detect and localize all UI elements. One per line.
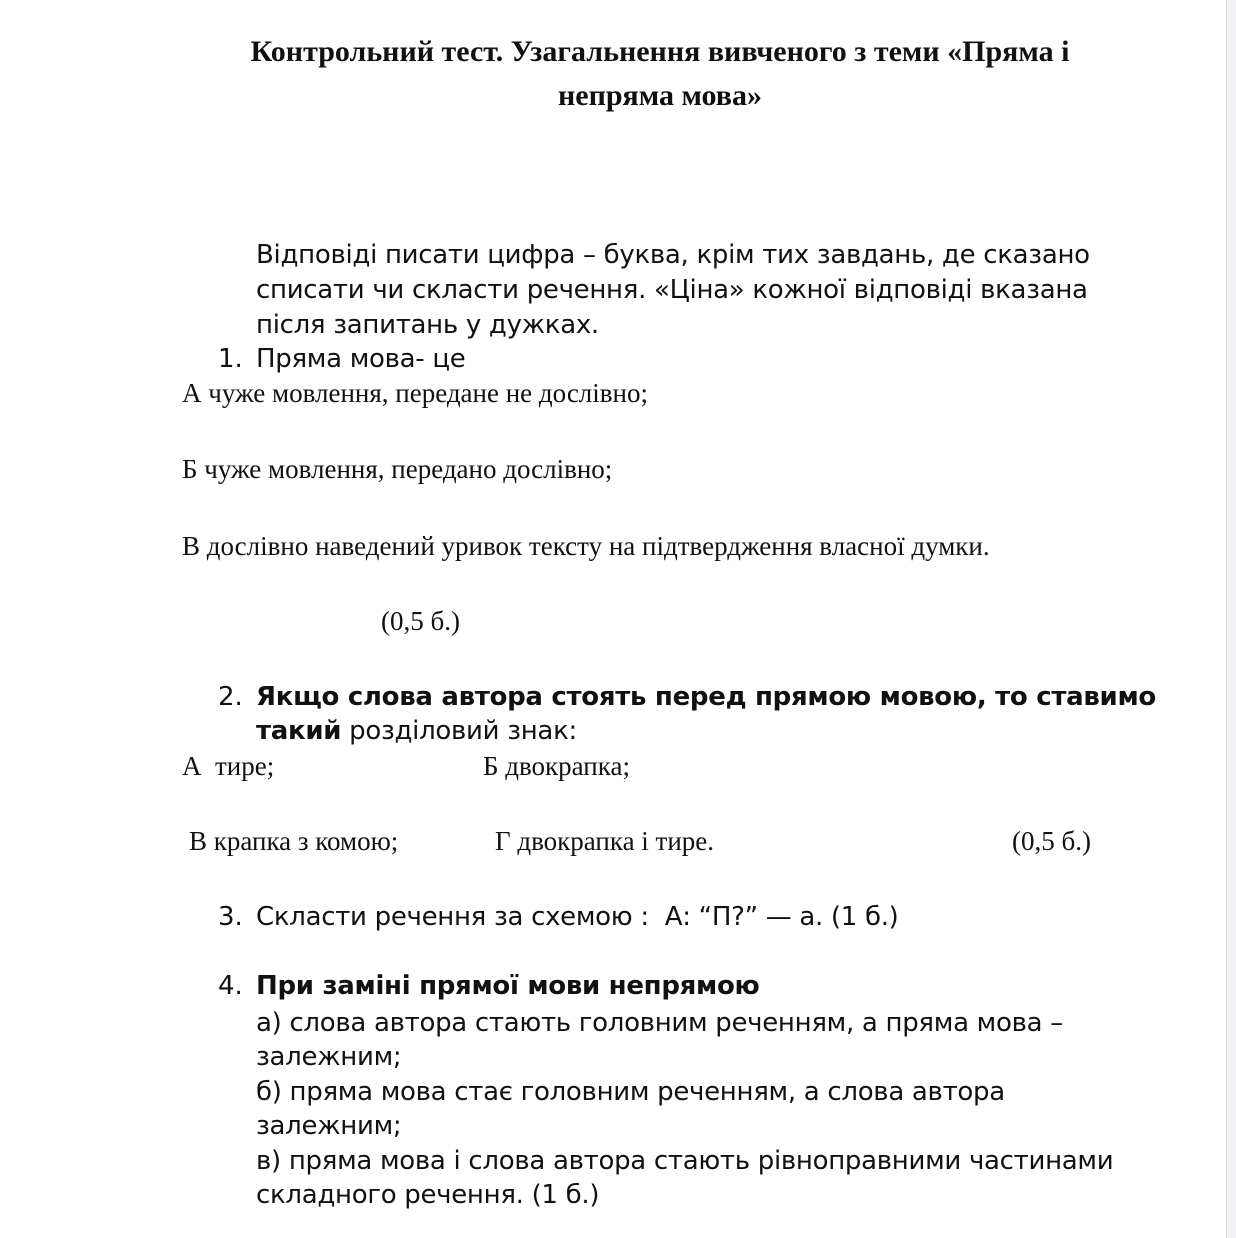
question-4-line-1: а) слова автора стають головним реченням, а пряма мова –	[256, 1008, 1063, 1038]
question-2-number: 2.	[218, 682, 243, 712]
question-4-line-5: в) пряма мова і слова автора стають рівноправними частинами	[256, 1146, 1114, 1176]
document-title	[120, 30, 1200, 118]
question-4-line-3: б) пряма мова стає головним реченням, а слова автора	[256, 1077, 1005, 1107]
question-4-line-6: складного речення. (1 б.)	[256, 1180, 600, 1210]
question-4-line-2: залежним;	[256, 1042, 402, 1072]
question-1-text: Пряма мова- це	[256, 344, 466, 374]
question-1-option-c: В дослівно наведений уривок тексту на підтвердження власної думки.	[182, 531, 990, 561]
instructions-line-2: списати чи скласти речення. «Ціна» кожної відповіді вказана	[256, 275, 1088, 305]
question-2-option-c: В крапка з комою;	[189, 826, 399, 856]
question-3-number: 3.	[218, 902, 243, 932]
question-3-text: Скласти речення за схемою : А: “П?” — а. (1 б.)	[256, 902, 899, 932]
question-4-line-4: залежним;	[256, 1111, 402, 1141]
question-2-text-line-2	[256, 716, 577, 746]
question-2-option-b: Б двокрапка;	[483, 751, 630, 781]
question-1-number: 1.	[218, 344, 243, 374]
question-4-text: При заміні прямої мови непрямою	[256, 971, 760, 1001]
instructions-line-3: після запитань у дужках.	[256, 310, 599, 340]
title-line-2: непряма мова»	[557, 79, 763, 112]
question-1-option-b: Б чуже мовлення, передано дослівно;	[182, 454, 613, 484]
question-1-points: (0,5 б.)	[381, 606, 460, 636]
instructions-line-1: Відповіді писати цифра – буква, крім тих завдань, де сказано	[256, 240, 1090, 270]
question-2-text-line-1: Якщо слова автора стоять перед прямою мовою, то ставимо	[256, 682, 1156, 712]
question-2-option-a: А тире;	[182, 751, 275, 781]
title-line-1: Контрольний тест. Узагальнення вивченого з теми «Пряма і	[250, 35, 1070, 68]
question-2-normal-text: розділовий знак:	[341, 716, 577, 746]
question-2-points: (0,5 б.)	[1012, 826, 1091, 856]
question-2-option-d: Г двокрапка і тире.	[495, 826, 715, 856]
question-4-number: 4.	[218, 971, 243, 1001]
question-1-option-a: А чуже мовлення, передане не дослівно;	[182, 378, 648, 408]
question-2-bold-word: такий	[256, 716, 342, 746]
